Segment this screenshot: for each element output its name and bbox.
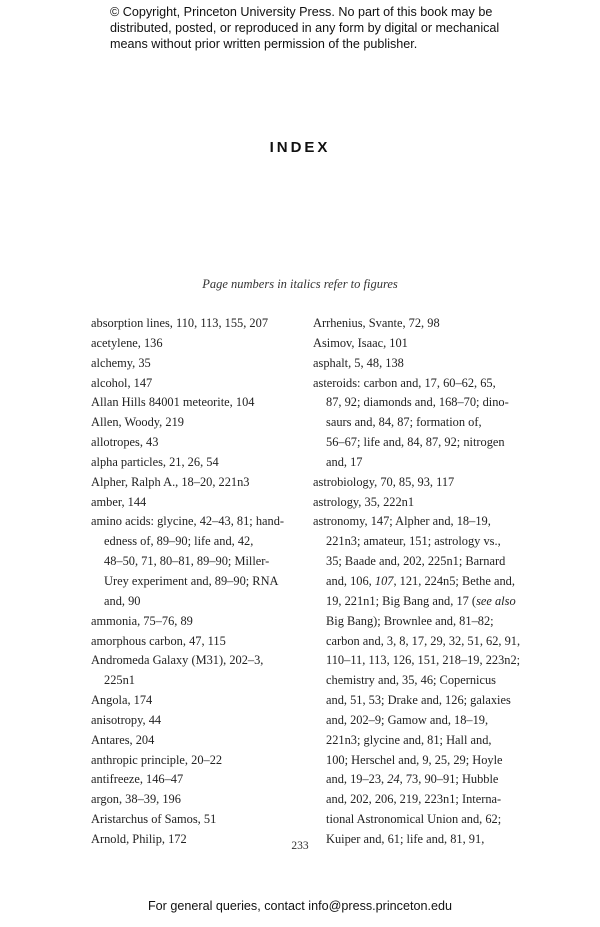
index-entry-line: Allan Hills 84001 meteorite, 104 [91, 395, 255, 410]
index-entry-line: acetylene, 136 [91, 335, 163, 350]
index-entry-continuation: and, 17 [326, 454, 363, 469]
index-entry-continuation: saurs and, 84, 87; formation of, [326, 415, 482, 430]
index-entry [91, 374, 303, 394]
index-entry [91, 790, 303, 810]
index-entry [313, 314, 525, 334]
index-entry-line: absorption lines, 110, 113, 155, 207 [91, 316, 269, 330]
index-entry-continuation: Big Bang); Brownlee and, 81–82; [326, 613, 494, 628]
index-entry [313, 512, 525, 849]
index-entry [91, 354, 303, 374]
index-entry [91, 433, 303, 453]
index-entry [91, 314, 303, 334]
index-entry-line: alpha particles, 21, 26, 54 [91, 454, 219, 469]
index-entry [91, 810, 303, 830]
index-entry [91, 711, 303, 731]
index-entry-continuation: and, 202, 206, 219, 223n1; Interna- [326, 792, 502, 807]
index-entry [91, 334, 303, 354]
index-entry-line: Asimov, Isaac, 101 [313, 335, 408, 350]
index-entry-line: Arrhenius, Svante, 72, 98 [313, 316, 440, 330]
index-entry-line: argon, 38–39, 196 [91, 792, 181, 807]
index-entry-line: antifreeze, 146–47 [91, 772, 184, 787]
index-entry-line: astrobiology, 70, 85, 93, 117 [313, 474, 455, 489]
copyright-notice [110, 4, 510, 52]
index-entry-line: astrology, 35, 222n1 [313, 494, 415, 509]
index-entry-line: astronomy, 147; Alpher and, 18–19, [313, 514, 491, 529]
index-entry-line: anisotropy, 44 [91, 712, 162, 727]
index-entry [91, 393, 303, 413]
index-entry [91, 651, 303, 691]
index-entry-continuation: and, 106, 107, 121, 224n5; Bethe and, [326, 573, 515, 588]
index-entry-continuation: 221n3; glycine and, 81; Hall and, [326, 732, 492, 747]
index-entry [313, 334, 525, 354]
index-entry-continuation: chemistry and, 35, 46; Copernicus [326, 673, 496, 688]
index-entry [313, 354, 525, 374]
index-entry-line: amino acids: glycine, 42–43, 81; hand- [91, 514, 285, 529]
page-title: INDEX [269, 139, 331, 156]
index-entry [91, 612, 303, 632]
index-entry-continuation: 19, 221n1; Big Bang and, 17 (see also [326, 593, 516, 608]
index-entry-continuation: 35; Baade and, 202, 225n1; Barnard [326, 554, 506, 569]
index-entry-line: ammonia, 75–76, 89 [91, 613, 193, 628]
index-entry-continuation: 221n3; amateur, 151; astrology vs., [326, 534, 501, 549]
index-entry-line: Antares, 204 [91, 732, 155, 747]
index-entry [91, 453, 303, 473]
index-entry-continuation: and, 202–9; Gamow and, 18–19, [326, 712, 489, 727]
index-entry-continuation: 48–50, 71, 80–81, 89–90; Miller- [104, 554, 270, 569]
index-entry [91, 493, 303, 513]
index-entry-continuation: 87, 92; diamonds and, 168–70; dino- [326, 395, 509, 410]
index-entry [91, 770, 303, 790]
index-entry [91, 473, 303, 493]
index-entry-continuation: and, 90 [104, 593, 141, 608]
index-entry-line: Aristarchus of Samos, 51 [91, 812, 217, 827]
index-entry [91, 691, 303, 711]
index-entry-continuation: Urey experiment and, 89–90; RNA [104, 573, 279, 588]
index-entry-line: Arnold, Philip, 172 [91, 831, 187, 846]
index-entry-continuation: and, 19–23, 24, 73, 90–91; Hubble [326, 772, 499, 787]
index-entry-line: alcohol, 147 [91, 375, 153, 390]
index-entry-continuation: 110–11, 113, 126, 151, 218–19, 223n2; [326, 653, 521, 668]
index-entry-continuation: 100; Herschel and, 9, 25, 29; Hoyle [326, 752, 503, 767]
index-entry [313, 473, 525, 493]
index-entry-continuation: Kuiper and, 61; life and, 81, 91, [326, 831, 485, 846]
index-column-left [91, 314, 303, 850]
index-entry-continuation: 225n1 [104, 673, 135, 688]
index-entry-line: anthropic principle, 20–22 [91, 752, 223, 767]
index-entry [91, 512, 303, 611]
index-entry-continuation: tional Astronomical Union and, 62; [326, 812, 502, 827]
index-entry-line: asphalt, 5, 48, 138 [313, 355, 404, 370]
index-column-right [313, 314, 525, 850]
index-entry [91, 751, 303, 771]
index-entry-line: Allen, Woody, 219 [91, 415, 184, 430]
index-entry-continuation: edness of, 89–90; life and, 42, [104, 534, 254, 549]
index-entry-continuation: 56–67; life and, 84, 87, 92; nitrogen [326, 435, 505, 450]
index-entry-line: Angola, 174 [91, 693, 153, 708]
index-entry [313, 493, 525, 513]
index-entry-line: Alpher, Ralph A., 18–20, 221n3 [91, 474, 250, 489]
index-entry [91, 731, 303, 751]
copyright-line: © Copyright, Princeton University Press. No part of this book may be [110, 5, 493, 19]
index-entry-line: Andromeda Galaxy (M31), 202–3, [91, 653, 264, 668]
index-entry-line: amber, 144 [91, 494, 147, 509]
index-entry-line: alchemy, 35 [91, 355, 151, 370]
index-entry [91, 632, 303, 652]
copyright-line: distributed, posted, or reproduced in any form by digital or mechanical [110, 21, 500, 35]
index-entry-continuation: and, 51, 53; Drake and, 126; galaxies [326, 693, 511, 708]
index-entry [91, 413, 303, 433]
footer-contact: For general queries, contact info@press.princeton.edu [147, 899, 452, 913]
index-note: Page numbers in italics refer to figures [202, 277, 398, 291]
index-entry-line: amorphous carbon, 47, 115 [91, 633, 226, 648]
index-entry-line: allotropes, 43 [91, 435, 159, 450]
page-number: 233 [291, 840, 309, 852]
index-entry-continuation: carbon and, 3, 8, 17, 29, 32, 51, 62, 91, [326, 633, 521, 648]
index-entry [313, 374, 525, 473]
copyright-line: means without prior written permission of the publisher. [110, 37, 418, 51]
index-entry-line: asteroids: carbon and, 17, 60–62, 65, [313, 375, 496, 390]
